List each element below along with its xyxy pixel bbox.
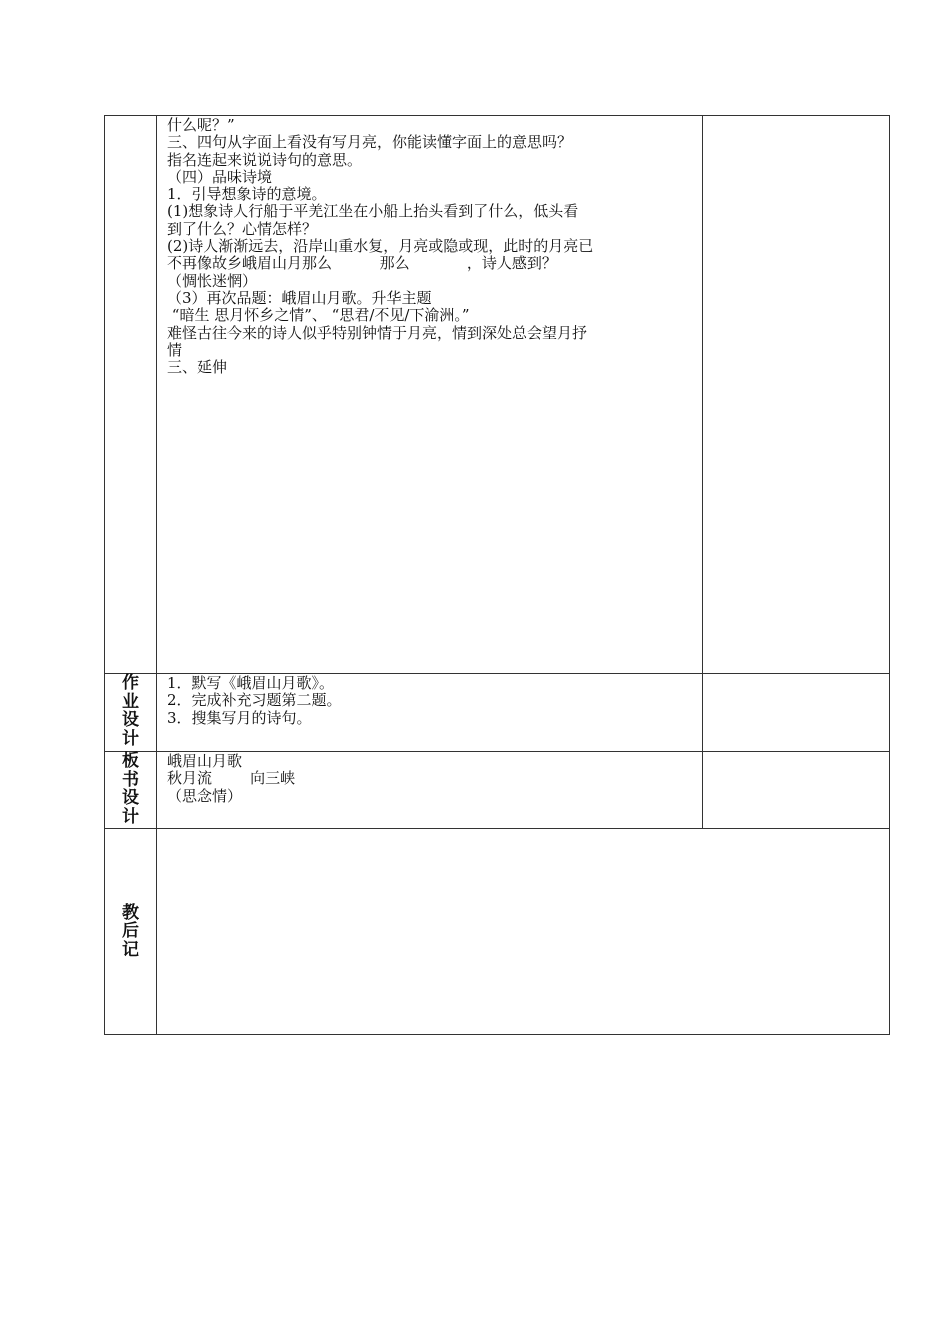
board-design-row <box>105 752 890 829</box>
text-line: （3）再次品题：峨眉山月歌。升华主题 <box>167 288 432 307</box>
afterword-content-cell <box>157 829 890 1035</box>
section-heading: （四）品味诗境 <box>167 167 273 186</box>
homework-row <box>105 674 890 752</box>
board-design-label <box>105 752 157 829</box>
label-char: 业 <box>122 691 139 712</box>
lesson-plan-table <box>104 115 890 1035</box>
label-char: 后 <box>122 921 139 942</box>
afterword-row <box>105 829 890 1035</box>
text-line: 什么呢？” <box>167 116 235 134</box>
section-heading: 三、延伸 <box>167 358 228 377</box>
text-line: 情 <box>167 340 183 359</box>
notes-cell <box>703 116 890 674</box>
homework-text <box>157 674 702 727</box>
row-label-cell-empty <box>105 116 157 674</box>
label-char: 设 <box>122 788 139 809</box>
text-line: 指名连起来说说诗句的意思。 <box>167 150 363 169</box>
homework-content-cell <box>157 674 703 752</box>
text-line: “暗生 思月怀乡之情”、 “思君/不见/下渝洲。” <box>167 306 470 325</box>
board-line: （思念情） <box>167 786 243 805</box>
homework-item: 2．完成补充习题第二题。 <box>167 691 342 710</box>
text-line: (2)诗人渐渐远去，沿岸山重水复，月亮或隐或现，此时的月亮已 <box>167 237 594 256</box>
label-char: 计 <box>122 806 139 827</box>
teaching-process-row <box>105 116 890 674</box>
teaching-process-cell <box>157 116 703 674</box>
label-char: 教 <box>122 902 139 923</box>
notes-cell <box>703 674 890 752</box>
notes-cell <box>703 752 890 829</box>
text-line: 难怪古往今来的诗人似乎特别钟情于月亮，情到深处总会望月抒 <box>167 323 588 342</box>
homework-item: 1．默写《峨眉山月歌》。 <box>167 674 335 692</box>
text-line: 三、四句从字面上看没有写月亮，你能读懂字面上的意思吗？ <box>167 133 573 152</box>
homework-item: 3．搜集写月的诗句。 <box>167 708 312 727</box>
text-line: 到了什么？心情怎样？ <box>167 219 318 238</box>
label-char: 记 <box>122 939 139 960</box>
label-char: 书 <box>122 769 139 790</box>
afterword-label <box>105 829 157 1035</box>
text-line: 不再像故乡峨眉山月那么 那么 ，诗人感到？ <box>167 254 557 273</box>
text-line: (1)想象诗人行船于平羌江坐在小船上抬头看到了什么，低头看 <box>167 202 579 221</box>
label-char: 作 <box>122 673 139 693</box>
label-char: 计 <box>122 728 139 749</box>
board-design-content-cell <box>157 752 703 829</box>
teaching-process-text <box>157 116 702 376</box>
label-char: 设 <box>122 710 139 731</box>
label-char: 板 <box>122 751 139 771</box>
text-line: 1．引导想象诗的意境。 <box>167 185 327 204</box>
board-line: 秋月流 向三峡 <box>167 769 296 788</box>
homework-label <box>105 674 157 752</box>
board-design-text <box>157 752 702 805</box>
text-line: （惆怅迷惘） <box>167 271 258 290</box>
board-line: 峨眉山月歌 <box>167 752 243 770</box>
